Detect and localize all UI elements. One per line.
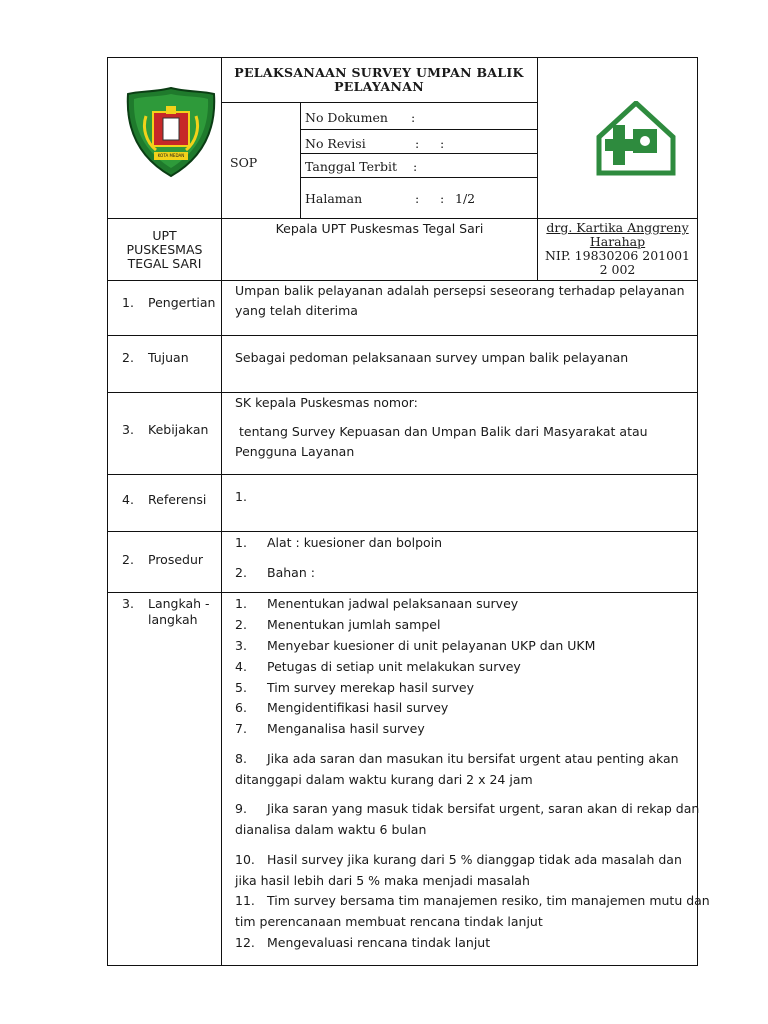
signer-name: drg. Kartika Anggreny Harahap <box>546 220 689 249</box>
section-text-line: tentang Survey Kepuasan dan Umpan Balik dari Masyarakat atau <box>235 424 648 439</box>
step-text: Mengidentifikasi hasil survey <box>267 700 449 715</box>
procedure-item-num: 1. <box>235 535 247 550</box>
field-halaman-sep2: : <box>440 191 445 206</box>
procedure-item-text: Bahan : <box>267 565 315 580</box>
step-num: 1. <box>235 596 247 611</box>
section-num: 2. <box>122 552 134 567</box>
step-num: 8. <box>235 751 247 766</box>
field-no-revisi-sep: : <box>415 136 420 151</box>
step-num: 4. <box>235 659 247 674</box>
section-text-line: yang telah diterima <box>235 303 358 318</box>
field-tanggal-terbit-label: Tanggal Terbit <box>305 159 398 174</box>
document-title: PELAKSANAAN SURVEY UMPAN BALIK PELAYANAN <box>234 65 524 94</box>
section-label: Kebijakan <box>148 422 209 437</box>
step-text: Tim survey bersama tim manajemen resiko, tim manajemen mutu dan <box>267 893 710 908</box>
section-label: Referensi <box>148 492 207 507</box>
field-halaman-sep: : <box>415 191 420 206</box>
field-tanggal-terbit-sep: : <box>413 159 418 174</box>
field-no-dokumen-label: No Dokumen <box>305 110 388 125</box>
step-num: 11. <box>235 893 255 908</box>
section-num: 3. <box>122 422 134 437</box>
section-text-line: Pengguna Layanan <box>235 444 355 459</box>
step-text: Menentukan jadwal pelaksanaan survey <box>267 596 519 611</box>
step-text: Menentukan jumlah sampel <box>267 617 441 632</box>
step-num: 5. <box>235 680 247 695</box>
field-halaman-label: Halaman <box>305 191 363 206</box>
head-title: Kepala UPT Puskesmas Tegal Sari <box>275 221 484 236</box>
step-text-cont: jika hasil lebih dari 5 % maka menjadi masalah <box>235 873 530 888</box>
step-text: Petugas di setiap unit melakukan survey <box>267 659 521 674</box>
step-num: 9. <box>235 801 247 816</box>
section-text-line: Sebagai pedoman pelaksanaan survey umpan balik pelayanan <box>235 350 629 365</box>
logo-text: KOTA MEDAN <box>157 153 185 158</box>
step-text: Jika saran yang masuk tidak bersifat urgent, saran akan di rekap dan <box>267 801 700 816</box>
field-no-revisi-label: No Revisi <box>305 136 366 151</box>
org-line-2: PUSKESMAS <box>126 242 203 257</box>
field-halaman-value: 1/2 <box>455 191 476 206</box>
step-num: 10. <box>235 852 255 867</box>
step-text-cont: ditanggapi dalam waktu kurang dari 2 x 24 jam <box>235 772 533 787</box>
section-num: 1. <box>122 295 134 310</box>
org-line-1: UPT <box>152 228 177 243</box>
section-label-line: Langkah - <box>148 596 210 611</box>
field-no-dokumen-sep: : <box>411 110 416 125</box>
signer-nip: NIP. 19830206 201001 2 002 <box>544 248 690 277</box>
section-text-line: Umpan balik pelayanan adalah persepsi seseorang terhadap pelayanan <box>235 283 685 298</box>
step-text: Tim survey merekap hasil survey <box>267 680 474 695</box>
step-num: 3. <box>235 638 247 653</box>
puskesmas-logo <box>593 101 679 177</box>
section-num: 2. <box>122 350 134 365</box>
step-text: Jika ada saran dan masukan itu bersifat urgent atau penting akan <box>267 751 679 766</box>
section-num: 3. <box>122 596 134 611</box>
org-line-3: TEGAL SARI <box>127 256 202 271</box>
step-text: Menganalisa hasil survey <box>267 721 425 736</box>
sop-label: SOP <box>230 155 258 170</box>
field-no-revisi-sep2: : <box>440 136 445 151</box>
section-num: 4. <box>122 492 134 507</box>
section-label: Prosedur <box>148 552 204 567</box>
kota-medan-logo <box>124 86 218 178</box>
step-num: 12. <box>235 935 255 950</box>
step-num: 6. <box>235 700 247 715</box>
step-text-cont: dianalisa dalam waktu 6 bulan <box>235 822 427 837</box>
section-text-line: 1. <box>235 489 247 504</box>
step-num: 7. <box>235 721 247 736</box>
step-text: Menyebar kuesioner di unit pelayanan UKP dan UKM <box>267 638 596 653</box>
step-text-cont: tim perencanaan membuat rencana tindak lanjut <box>235 914 543 929</box>
step-text: Hasil survey jika kurang dari 5 % dianggap tidak ada masalah dan <box>267 852 682 867</box>
section-text-line: SK kepala Puskesmas nomor: <box>235 395 418 410</box>
procedure-item-text: Alat : kuesioner dan bolpoin <box>267 535 443 550</box>
step-text: Mengevaluasi rencana tindak lanjut <box>267 935 491 950</box>
step-num: 2. <box>235 617 247 632</box>
section-label: Tujuan <box>148 350 189 365</box>
section-label-line: langkah <box>148 612 198 627</box>
procedure-item-num: 2. <box>235 565 247 580</box>
section-label: Pengertian <box>148 295 216 310</box>
